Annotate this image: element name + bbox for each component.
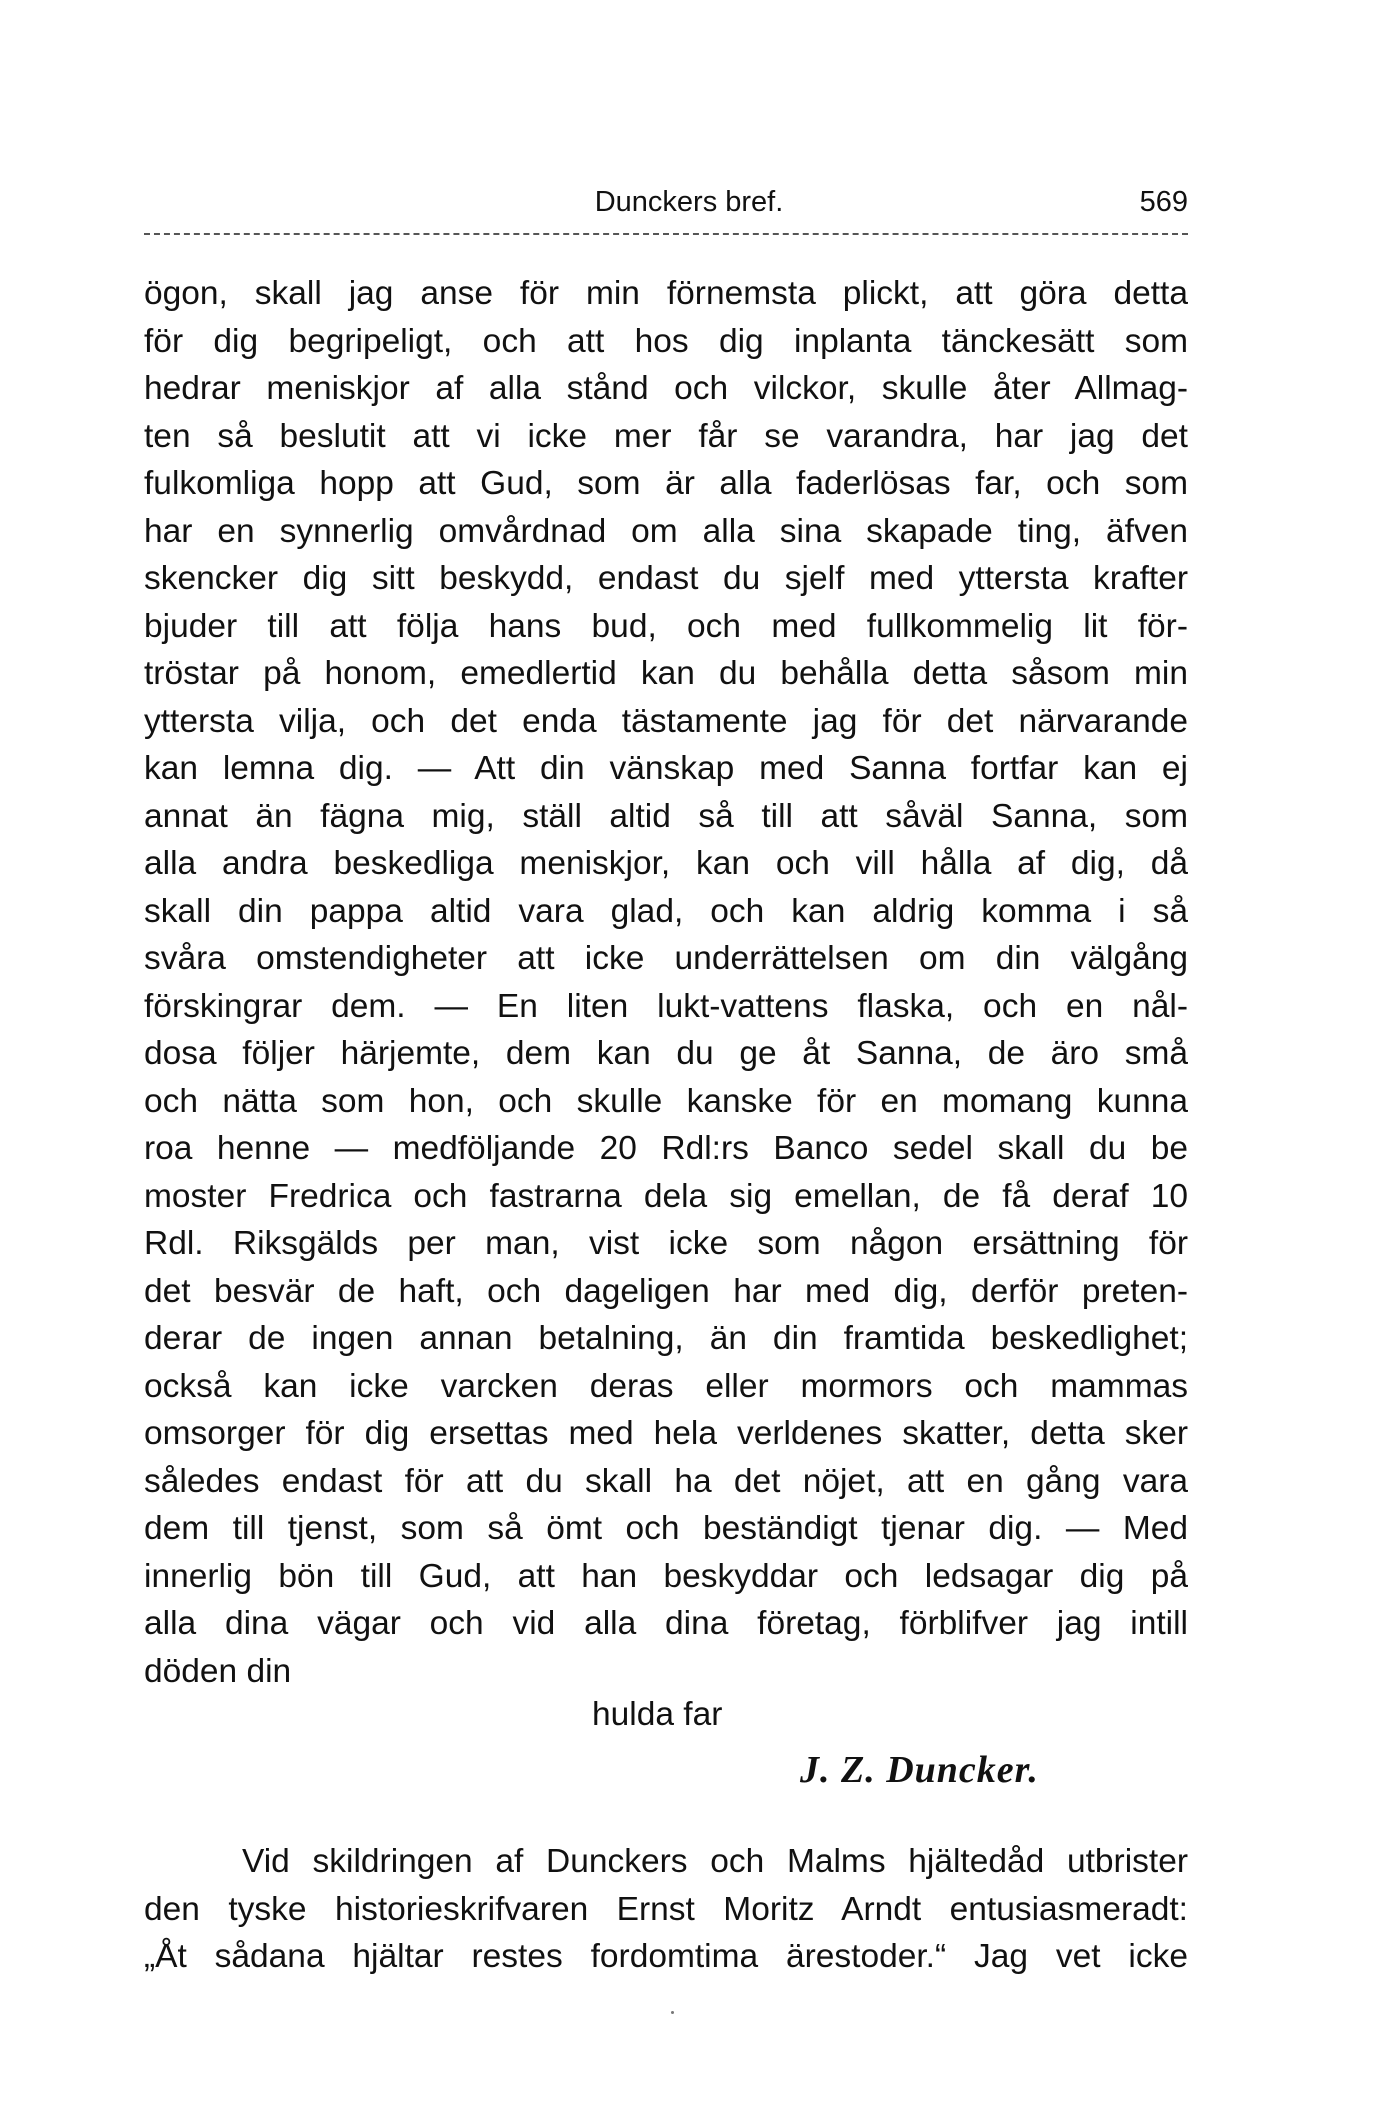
print-speck <box>671 2011 674 2014</box>
paragraph-body <box>144 1838 1188 1981</box>
text-line: yttersta vilja, och det enda tästamente jag för det närvarande <box>144 702 1188 740</box>
letter-body <box>144 270 1188 1695</box>
text-line: har en synnerlig omvårdnad om alla sina skapade ting, äfven <box>144 512 1188 550</box>
letter-closing: hulda far <box>592 1696 723 1733</box>
text-line: svåra omstendigheter att icke underrättelsen om din välgång <box>144 940 1188 977</box>
running-head <box>144 182 1188 230</box>
text-line: förskingrar dem. — En liten lukt-vattens flaska, och en nål- <box>144 987 1188 1025</box>
text-line: skall din pappa altid vara glad, och kan aldrig komma i så <box>144 892 1188 930</box>
text-line: ögon, skall jag anse för min förnemsta plickt, att göra detta <box>144 275 1188 312</box>
text-line: omsorger för dig ersettas med hela verldenes skatter, detta sker <box>144 1415 1188 1452</box>
text-line: roa henne — medföljande 20 Rdl:rs Banco sedel skall du be <box>144 1130 1188 1167</box>
text-line: den tyske historieskrifvaren Ernst Moritz Arndt entusiasmeradt: <box>144 1890 1188 1928</box>
text-line: också kan icke varcken deras eller mormors och mammas <box>144 1367 1188 1405</box>
text-line: bjuder till att följa hans bud, och med fullkommelig lit för- <box>144 607 1188 645</box>
text-line: tröstar på honom, emedlertid kan du behålla detta såsom min <box>144 655 1188 692</box>
text-line: för dig begripeligt, och att hos dig inplanta tänckesätt som <box>144 322 1188 360</box>
letter-signature: J. Z. Duncker. <box>800 1749 1039 1791</box>
text-line: dosa följer härjemte, dem kan du ge åt Sanna, de äro små <box>144 1035 1188 1072</box>
text-line: Vid skildringen af Dunckers och Malms hjältedåd utbrister <box>242 1843 1188 1880</box>
text-line: annat än fägna mig, ställ altid så till att såväl Sanna, som <box>144 797 1188 835</box>
text-line: det besvär de haft, och dageligen har med dig, derför preten- <box>144 1272 1188 1310</box>
text-line: „Åt sådana hjältar restes fordomtima ärestoder.“ Jag vet icke <box>144 1938 1188 1975</box>
text-line: kan lemna dig. — Att din vänskap med Sanna fortfar kan ej <box>144 750 1188 787</box>
text-line: ten så beslutit att vi icke mer får se varandra, har jag det <box>144 417 1188 455</box>
text-line: skencker dig sitt beskydd, endast du sjelf med yttersta krafter <box>144 560 1188 597</box>
text-line: derar de ingen annan betalning, än din framtida beskedlighet; <box>144 1320 1188 1357</box>
text-line: Rdl. Riksgälds per man, vist icke som någon ersättning för <box>144 1225 1188 1262</box>
text-line: innerlig bön till Gud, att han beskyddar och ledsagar dig på <box>144 1557 1188 1595</box>
text-line: dem till tjenst, som så ömt och beständigt tjenar dig. — Med <box>144 1510 1188 1547</box>
text-line: alla andra beskedliga meniskjor, kan och vill hålla af dig, då <box>144 845 1188 882</box>
text-line: således endast för att du skall ha det nöjet, att en gång vara <box>144 1462 1188 1500</box>
header-rule <box>144 233 1188 235</box>
text-line: och nätta som hon, och skulle kanske för en momang kunna <box>144 1082 1188 1120</box>
text-line: fulkomliga hopp att Gud, som är alla faderlösas far, och som <box>144 465 1188 502</box>
text-line: döden din <box>144 1652 292 1690</box>
text-line: hedrar meniskjor af alla stånd och vilckor, skulle åter Allmag- <box>144 370 1188 407</box>
text-line: alla dina vägar och vid alla dina företag, förblifver jag intill <box>144 1605 1188 1642</box>
running-title: Dunckers bref. <box>594 186 784 218</box>
text-line: moster Fredrica och fastrarna dela sig emellan, de få deraf 10 <box>144 1177 1188 1215</box>
page-number: 569 <box>1139 186 1188 218</box>
